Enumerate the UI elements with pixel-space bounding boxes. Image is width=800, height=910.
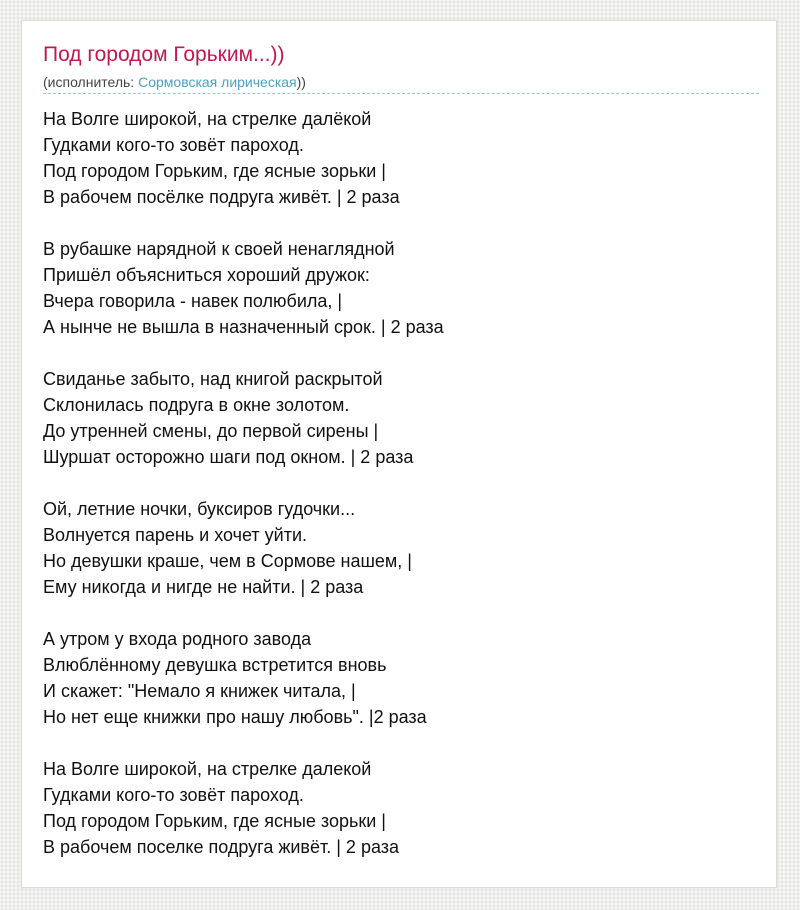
performer-link[interactable]: Сормовская лирическая [138,74,297,90]
lyric-line: А утром у входа родного завода [43,629,312,649]
lyric-line: Но девушки краше, чем в Сормове нашем, | [43,551,412,571]
lyric-line: В рабочем поселке подруга живёт. | 2 раза [43,837,400,857]
lyric-line: И скажет: "Немало я книжек читала, | [43,681,356,701]
lyric-line: Волнуется парень и хочет уйти. [43,525,308,545]
stanza [43,756,759,860]
performer-line [43,73,306,91]
lyrics-card [21,20,777,888]
lyric-line: Ему никогда и нигде не найти. | 2 раза [43,577,364,597]
lyric-line: Но нет еще книжки про нашу любовь". |2 раза [43,707,427,727]
stanza [43,106,759,210]
lyric-line: Шуршат осторожно шаги под окном. | 2 раза [43,447,414,467]
stanza [43,366,759,470]
lyric-line: Гудками кого-то зовёт пароход. [43,135,304,155]
title-divider [43,93,759,94]
lyric-line: В рубашке нарядной к своей ненаглядной [43,239,395,259]
lyric-line: До утренней смены, до первой сирены | [43,421,379,441]
lyric-line: В рабочем посёлке подруга живёт. | 2 раза [43,187,400,207]
stanza [43,236,759,340]
lyric-line: Склонилась подруга в окне золотом. [43,395,350,415]
stanza [43,626,759,730]
performer-prefix: (исполнитель: [43,74,139,90]
lyric-line: На Волге широкой, на стрелке далекой [43,759,372,779]
lyric-line: Гудками кого-то зовёт пароход. [43,785,304,805]
lyric-line: Ой, летние ночки, буксиров гудочки... [43,499,356,519]
song-title: Под городом Горьким...)) [43,43,285,66]
lyric-line: Пришёл объясниться хороший дружок: [43,265,370,285]
lyric-line: На Волге широкой, на стрелке далёкой [43,109,372,129]
performer-suffix: )) [296,74,306,90]
lyric-line: Свиданье забыто, над книгой раскрытой [43,369,383,389]
lyric-line: Под городом Горьким, где ясные зорьки | [43,161,386,181]
lyric-line: Вчера говорила - навек полюбила, | [43,291,343,311]
lyric-line: А нынче не вышла в назначенный срок. | 2 раза [43,317,444,337]
lyric-line: Влюблённому девушка встретится вновь [43,655,387,675]
lyrics-body [43,106,759,886]
lyric-line: Под городом Горьким, где ясные зорьки | [43,811,386,831]
stanza [43,496,759,600]
